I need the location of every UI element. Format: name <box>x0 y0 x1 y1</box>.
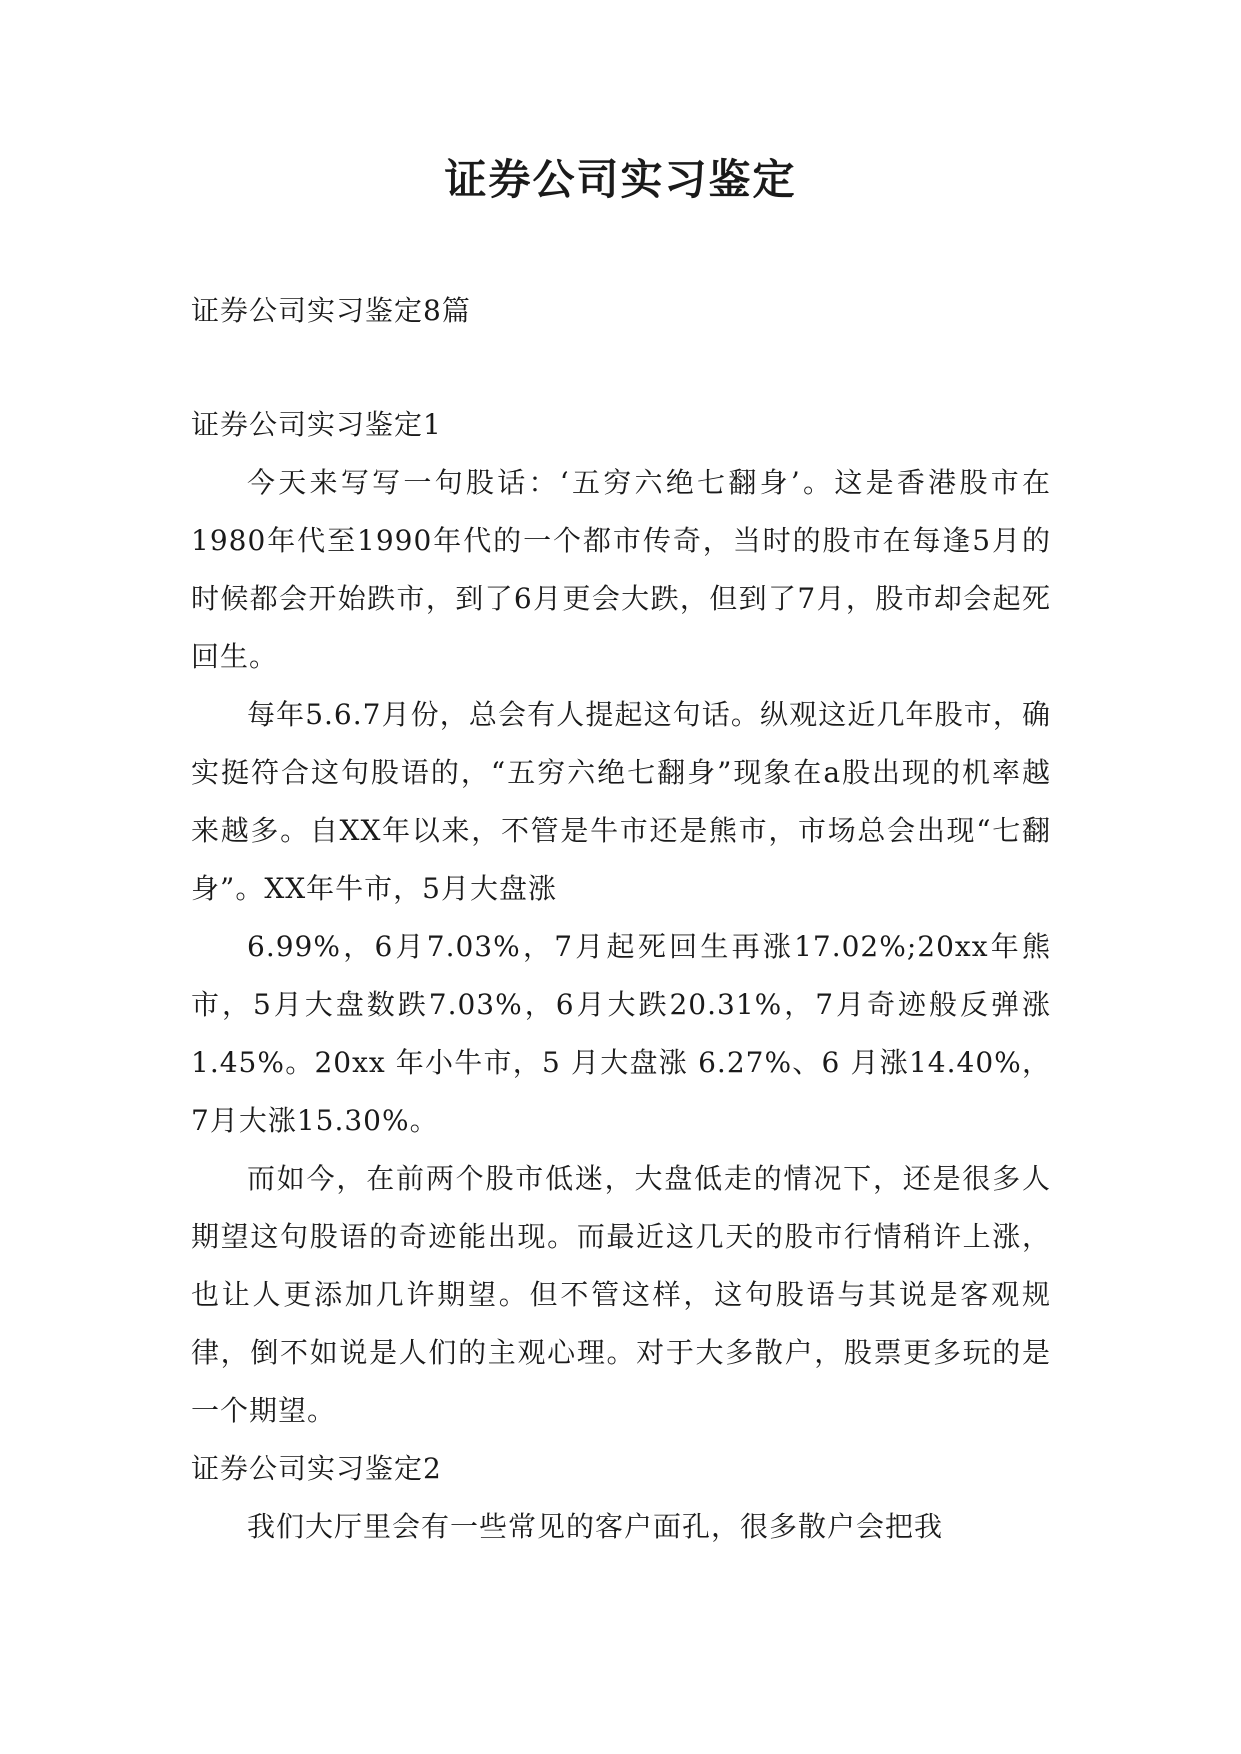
paragraph: 每年5.6.7月份，总会有人提起这句话。纵观这近几年股市，确实挺符合这句股语的，“五穷六绝七翻身”现象在a股出现的机率越来越多。自XX年以来，不管是牛市还是熊市，市场总会出现“七翻身”。XX年牛市，5月大盘涨 <box>191 698 1051 905</box>
section-1 <box>191 396 1051 1440</box>
document-title: 证券公司实习鉴定 <box>444 155 797 204</box>
paragraph: 我们大厅里会有一些常见的客户面孔，很多散户会把我 <box>247 1510 944 1543</box>
document-subtitle: 证券公司实习鉴定8篇 <box>191 294 471 327</box>
paragraph: 而如今，在前两个股市低迷，大盘低走的情况下，还是很多人期望这句股语的奇迹能出现。而最近这几天的股市行情稍许上涨，也让人更添加几许期望。但不管这样，这句股语与其说是客观规律，倒不如说是人们的主观心理。对于大多散户，股票更多玩的是一个期望。 <box>191 1162 1051 1427</box>
paragraph: 6.99%，6月7.03%，7月起死回生再涨17.02%;20xx年熊市，5月大盘数跌7.03%，6月大跌20.31%，7月奇迹般反弹涨 1.45%。20xx 年小牛市，5 月大盘涨 6.27%、6 月涨14.40%，7月大涨15.30%。 <box>191 930 1051 1137</box>
section-heading: 证券公司实习鉴定2 <box>191 1452 442 1485</box>
section-heading: 证券公司实习鉴定1 <box>191 408 442 441</box>
section-2 <box>191 1440 1051 1556</box>
document-body <box>191 282 1051 1556</box>
paragraph: 今天来写写一句股话：‘五穷六绝七翻身’。这是香港股市在1980年代至1990年代的一个都市传奇，当时的股市在每逢5月的时候都会开始跌市，到了6月更会大跌，但到了7月，股市却会起死回生。 <box>191 466 1051 673</box>
